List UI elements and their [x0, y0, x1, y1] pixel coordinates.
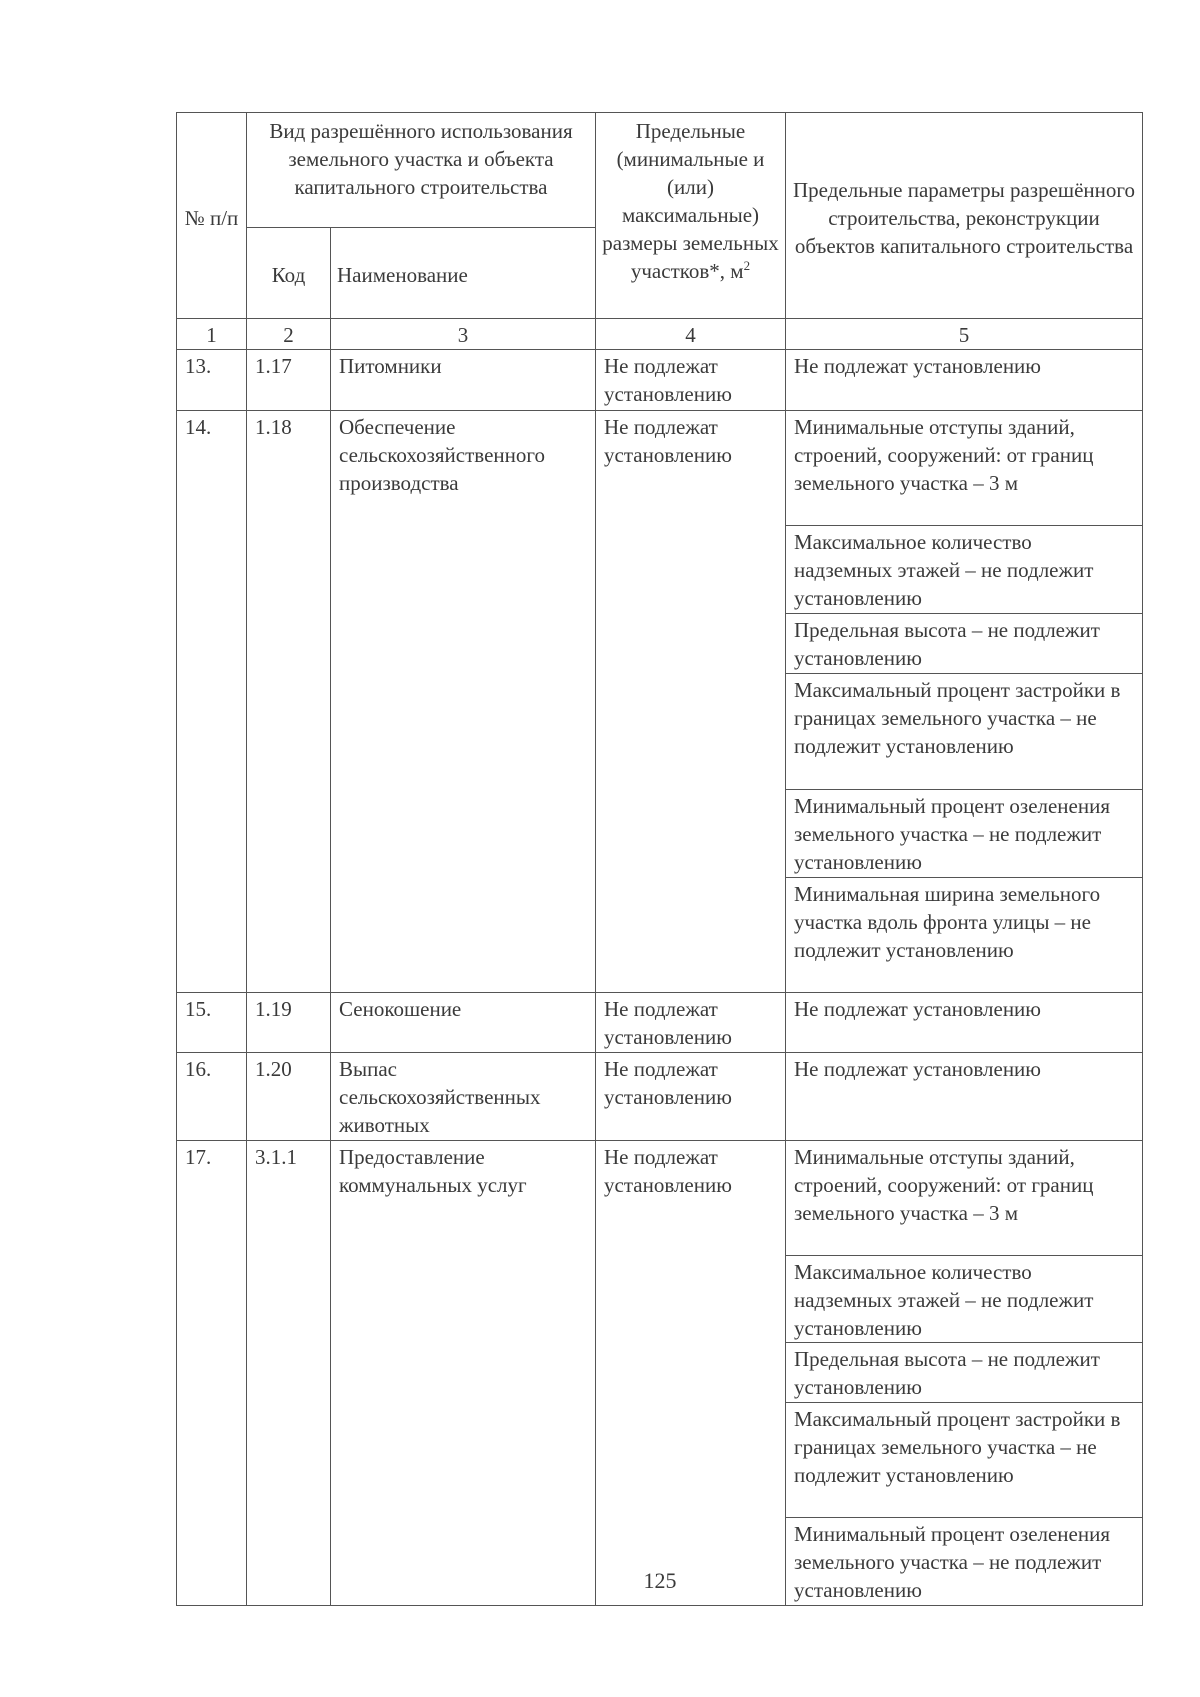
row-parameter: Не подлежат установлению [786, 993, 1143, 1053]
column-number: 4 [596, 319, 786, 350]
row-plot-size: Не подлежат установлению [596, 993, 786, 1053]
header-plot-size-text: Предельные (минимальные и (или) максимальные) размеры земельных участков*, м [602, 119, 779, 283]
row-name: Обеспечение сельскохозяйственного производства [331, 411, 596, 993]
row-plot-size: Не подлежат установлению [596, 1053, 786, 1141]
row-parameter: Предельная высота – не подлежит установлению [786, 614, 1143, 674]
row-number: 13. [177, 350, 247, 411]
row-parameter: Максимальный процент застройки в границах земельного участка – не подлежит установлению [786, 1403, 1143, 1518]
table-row [177, 993, 1143, 1053]
page-number: 125 [643, 1568, 677, 1593]
table-body [177, 113, 1143, 1606]
header-name: Наименование [331, 228, 596, 319]
table-row [177, 411, 1143, 526]
row-parameter: Минимальный процент озеленения земельного участка – не подлежит установлению [786, 1518, 1143, 1606]
row-code: 1.18 [247, 411, 331, 993]
row-name: Сенокошение [331, 993, 596, 1053]
row-parameter: Минимальная ширина земельного участка вдоль фронта улицы – не подлежит установлению [786, 878, 1143, 993]
header-plot-size-sup: 2 [743, 258, 751, 273]
row-plot-size: Не подлежат установлению [596, 1141, 786, 1606]
row-parameter: Максимальный процент застройки в границах земельного участка – не подлежит установлению [786, 674, 1143, 790]
row-plot-size: Не подлежат установлению [596, 411, 786, 993]
row-code: 1.17 [247, 350, 331, 411]
table-row [177, 350, 1143, 411]
row-code: 3.1.1 [247, 1141, 331, 1606]
column-number: 1 [177, 319, 247, 350]
row-parameter: Не подлежат установлению [786, 1053, 1143, 1141]
row-name: Предоставление коммунальных услуг [331, 1141, 596, 1606]
row-parameter: Максимальное количество надземных этажей – не подлежит установлению [786, 526, 1143, 614]
header-number: № п/п [177, 113, 247, 319]
row-number: 17. [177, 1141, 247, 1606]
row-code: 1.19 [247, 993, 331, 1053]
column-numbers-row [177, 319, 1143, 350]
header-use-type: Вид разрешённого использования земельного участка и объекта капитального строительства [247, 113, 596, 228]
regulations-table [176, 112, 1143, 1606]
row-parameter: Минимальные отступы зданий, строений, сооружений: от границ земельного участка – 3 м [786, 1141, 1143, 1256]
row-number: 14. [177, 411, 247, 993]
column-number: 5 [786, 319, 1143, 350]
row-plot-size: Не подлежат установлению [596, 350, 786, 411]
header-code: Код [247, 228, 331, 319]
row-parameter: Максимальное количество надземных этажей – не подлежит установлению [786, 1256, 1143, 1343]
row-number: 16. [177, 1053, 247, 1141]
row-parameter: Минимальные отступы зданий, строений, сооружений: от границ земельного участка – 3 м [786, 411, 1143, 526]
row-name: Выпас сельскохозяйственных животных [331, 1053, 596, 1141]
header-row [177, 113, 1143, 228]
row-parameter: Предельная высота – не подлежит установлению [786, 1343, 1143, 1403]
row-name: Питомники [331, 350, 596, 411]
row-parameter: Минимальный процент озеленения земельного участка – не подлежит установлению [786, 790, 1143, 878]
column-number: 3 [331, 319, 596, 350]
row-code: 1.20 [247, 1053, 331, 1141]
row-number: 15. [177, 993, 247, 1053]
header-parameters: Предельные параметры разрешённого строительства, реконструкции объектов капитального строительства [786, 113, 1143, 319]
table-row [177, 1141, 1143, 1256]
column-number: 2 [247, 319, 331, 350]
header-plot-size [596, 113, 786, 319]
table-row [177, 1053, 1143, 1141]
row-parameter: Не подлежат установлению [786, 350, 1143, 411]
